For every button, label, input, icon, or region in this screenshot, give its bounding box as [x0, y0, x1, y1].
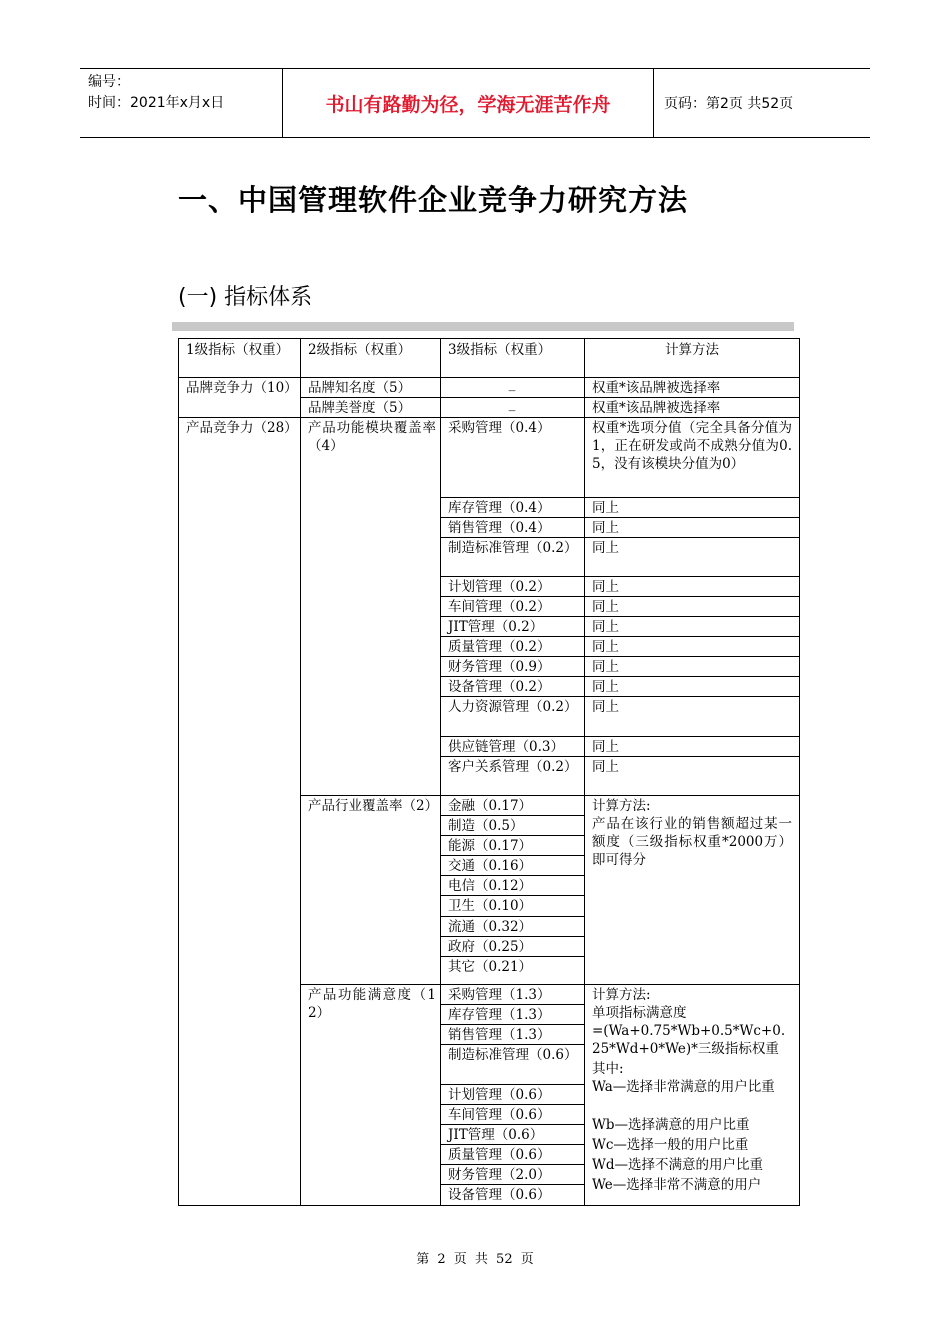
- level1-product: 产品竞争力（28）: [186, 420, 298, 436]
- method-same-as-above: 同上: [592, 739, 619, 755]
- method-satisfaction-among: 其中:: [592, 1061, 624, 1077]
- level1-brand: 品牌竞争力（10）: [186, 380, 298, 396]
- level3-industry-item: 政府（0.25）: [448, 939, 533, 955]
- method-satisfaction-we: We—选择非常不满意的用户: [592, 1177, 762, 1193]
- level3-industry-item: 流通（0.32）: [448, 919, 533, 935]
- table-rule: [440, 616, 800, 617]
- method-same-as-above: 同上: [592, 759, 619, 775]
- level3-industry-item: 能源（0.17）: [448, 838, 533, 854]
- table-rule: [584, 338, 585, 1205]
- level3-module-item: 采购管理（0.4）: [448, 420, 551, 436]
- level3-module-item: 质量管理（0.2）: [448, 639, 551, 655]
- method-same-as-above: 同上: [592, 639, 619, 655]
- level3-satisfaction-item: 财务管理（2.0）: [448, 1167, 551, 1183]
- table-rule: [440, 875, 585, 876]
- table-rule: [440, 656, 800, 657]
- column-header-method: 计算方法: [665, 342, 719, 358]
- table-rule: [440, 338, 441, 1205]
- table-rule: [300, 984, 800, 985]
- table-rule: [440, 636, 800, 637]
- table-rule: [440, 596, 800, 597]
- method-same-as-above: 同上: [592, 599, 619, 615]
- header-motto: 书山有路勤为径，学海无涯苦作舟: [282, 69, 654, 137]
- level3-module-item: 财务管理（0.9）: [448, 659, 551, 675]
- method-satisfaction-wd: Wd—选择不满意的用户比重: [592, 1157, 764, 1173]
- table-rule: [440, 956, 585, 957]
- table-rule: [440, 1084, 585, 1085]
- level3-satisfaction-item: 销售管理（1.3）: [448, 1027, 551, 1043]
- table-rule: [300, 338, 301, 1205]
- column-header-level2: 2级指标（权重）: [308, 342, 412, 358]
- method-industry-title: 计算方法:: [592, 798, 651, 814]
- section-heading: (一) 指标体系: [178, 285, 313, 310]
- table-rule: [178, 417, 800, 418]
- column-header-level1: 1级指标（权重）: [186, 342, 290, 358]
- level3-module-item: JIT管理（0.2）: [448, 619, 544, 635]
- table-rule: [440, 1184, 585, 1185]
- table-rule: [440, 936, 585, 937]
- table-rule: [440, 1144, 585, 1145]
- method-satisfaction-wb: Wb—选择满意的用户比重: [592, 1117, 750, 1133]
- table-rule: [300, 795, 441, 796]
- table-rule: [440, 537, 800, 538]
- level3-module-item: 计划管理（0.2）: [448, 579, 551, 595]
- method-same-as-above: 同上: [592, 520, 619, 536]
- level3-empty: _: [508, 396, 516, 412]
- level3-satisfaction-item: 车间管理（0.6）: [448, 1107, 551, 1123]
- level3-module-item: 客户关系管理（0.2）: [448, 759, 578, 775]
- level3-satisfaction-item: 质量管理（0.6）: [448, 1147, 551, 1163]
- table-rule: [440, 1044, 585, 1045]
- level3-satisfaction-item: JIT管理（0.6）: [448, 1127, 544, 1143]
- header-page-info: 页码：第2页 共52页: [664, 96, 794, 112]
- level3-module-item: 车间管理（0.2）: [448, 599, 551, 615]
- level3-industry-item: 交通（0.16）: [448, 858, 533, 874]
- table-rule: [440, 736, 800, 737]
- table-rule: [178, 338, 179, 1205]
- level3-module-item: 库存管理（0.4）: [448, 500, 551, 516]
- table-rule: [440, 676, 800, 677]
- level3-industry-item: 卫生（0.10）: [448, 898, 533, 914]
- method-satisfaction-wa: Wa—选择非常满意的用户比重: [592, 1079, 775, 1095]
- page-title: 一、中国管理软件企业竞争力研究方法: [178, 183, 689, 217]
- table-rule: [440, 1024, 585, 1025]
- page-footer: 第 2 页 共 52 页: [416, 1252, 534, 1267]
- level3-module-item: 人力资源管理（0.2）: [448, 699, 578, 715]
- level3-module-item: 制造标准管理（0.2）: [448, 540, 578, 556]
- table-rule: [440, 916, 585, 917]
- table-rule: [440, 497, 800, 498]
- table-rule: [440, 855, 585, 856]
- method-brand: 权重*该品牌被选择率: [592, 380, 721, 396]
- level3-satisfaction-item: 计划管理（0.6）: [448, 1087, 551, 1103]
- table-rule: [178, 1205, 800, 1206]
- level2-industry-coverage: 产品行业覆盖率（2）: [308, 798, 439, 814]
- method-satisfaction-line: 单项指标满意度: [592, 1005, 687, 1021]
- number-label: 编号：: [88, 74, 130, 90]
- level3-module-item: 供应链管理（0.3）: [448, 739, 564, 755]
- table-rule: [440, 795, 800, 796]
- method-brand: 权重*该品牌被选择率: [592, 400, 721, 416]
- level3-module-item: 销售管理（0.4）: [448, 520, 551, 536]
- method-same-as-above: 同上: [592, 500, 619, 516]
- table-rule: [178, 338, 800, 339]
- method-same-as-above: 同上: [592, 679, 619, 695]
- level3-satisfaction-item: 设备管理（0.6）: [448, 1187, 551, 1203]
- method-satisfaction-wc: Wc—选择一般的用户比重: [592, 1137, 749, 1153]
- level2-satisfaction: 产品功能满意度（12）: [308, 987, 436, 1021]
- level3-industry-item: 电信（0.12）: [448, 878, 533, 894]
- level3-industry-item: 金融（0.17）: [448, 798, 533, 814]
- level3-satisfaction-item: 制造标准管理（0.6）: [448, 1047, 578, 1063]
- table-rule: [440, 1004, 585, 1005]
- method-same-as-above: 同上: [592, 619, 619, 635]
- table-rule: [440, 576, 800, 577]
- table-rule: [440, 1164, 585, 1165]
- level3-satisfaction-item: 库存管理（1.3）: [448, 1007, 551, 1023]
- table-rule: [440, 1124, 585, 1125]
- table-rule: [799, 338, 800, 1206]
- table-rule: [440, 895, 585, 896]
- table-rule: [440, 1104, 585, 1105]
- method-industry-body: 产品在该行业的销售额超过某一额度（三级指标权重*2000万）即可得分: [592, 816, 792, 868]
- level3-industry-item: 制造（0.5）: [448, 818, 524, 834]
- level3-industry-item: 其它（0.21）: [448, 959, 533, 975]
- method-same-as-above: 同上: [592, 699, 619, 715]
- method-same-as-above: 同上: [592, 659, 619, 675]
- table-rule: [440, 696, 800, 697]
- table-rule: [440, 835, 585, 836]
- method-same-as-above: 同上: [592, 540, 619, 556]
- column-header-level3: 3级指标（权重）: [448, 342, 552, 358]
- level2-module-coverage: 产品功能模块覆盖率（4）: [308, 420, 436, 454]
- level3-satisfaction-item: 采购管理（1.3）: [448, 987, 551, 1003]
- table-rule: [440, 815, 585, 816]
- method-satisfaction-formula: =(Wa+0.75*Wb+0.5*Wc+0.25*Wd+0*We)*三级指标权重: [592, 1023, 786, 1057]
- table-rule: [440, 517, 800, 518]
- method-satisfaction-title: 计算方法:: [592, 987, 651, 1003]
- method-same-as-above: 同上: [592, 579, 619, 595]
- level2-brand-awareness: 品牌知名度（5）: [308, 380, 412, 396]
- table-rule: [440, 756, 800, 757]
- level2-brand-reputation: 品牌美誉度（5）: [308, 400, 412, 416]
- method-module-score: 权重*选项分值（完全具备分值为1，正在研发或尚不成熟分值为0.5，没有该模块分值为0）: [592, 420, 792, 472]
- level3-module-item: 设备管理（0.2）: [448, 679, 551, 695]
- level3-empty: _: [508, 376, 516, 392]
- time-label: 时间：2021年x月x日: [88, 95, 225, 111]
